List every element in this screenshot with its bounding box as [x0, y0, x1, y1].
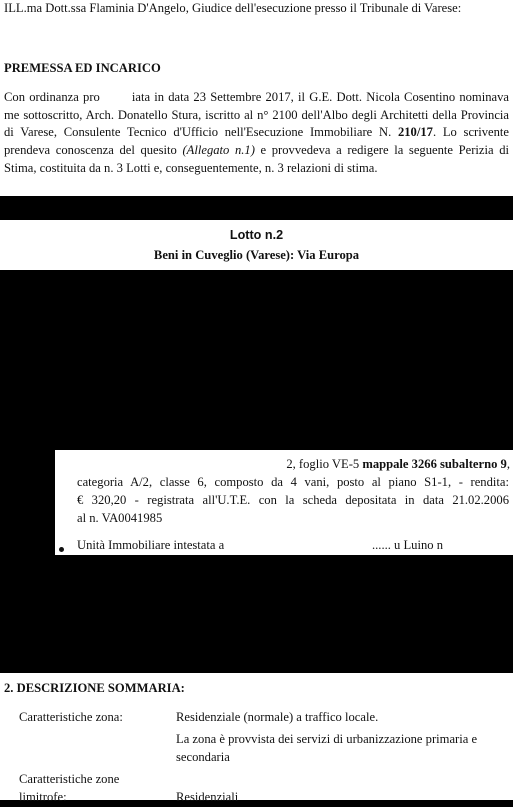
premessa-heading: PREMESSA ED INCARICO [4, 61, 161, 75]
paragraph-end: e provvedeva a redigere la seguente Perizia di Stima, costituita da n. 3 Lotti e, conseguentemente, n. 3 relazioni di stima. [4, 143, 510, 175]
neighboring-zones-label: Caratteristiche zone limitrofe: [19, 772, 120, 804]
catasto-line-3: € 320,20 - registrata all'U.T.E. con la scheda depositata in data 21.02.2006 [77, 493, 509, 507]
bullet-icon [59, 547, 64, 552]
neighboring-zones-value: Residenziali [176, 790, 239, 804]
paragraph-mid: . Lo scrivente prendeva conoscenza del quesito [4, 125, 509, 158]
zone-characteristics-label: Caratteristiche zona: [19, 710, 123, 724]
premessa-paragraph [4, 89, 509, 178]
descrizione-heading: 2. DESCRIZIONE SOMMARIA: [4, 681, 185, 695]
addressee-line: ILL.ma Dott.ssa Flaminia D'Angelo, Giudice dell'esecuzione presso il Tribunale di Varese: [4, 1, 462, 15]
catasto-line-4: al n. VA0041985 [77, 511, 163, 525]
paragraph-start: Con ordinanza pro [4, 90, 100, 104]
urbanization-services-value: La zona è provvista dei servizi di urbanizzazione primaria e secondaria [176, 732, 478, 764]
catasto-line-2: categoria A/2, classe 6, composto da 4 vani, posto al piano S1-1, - rendita: [77, 475, 509, 489]
procedure-number: 210/17 [397, 125, 433, 140]
zone-characteristics-value: Residenziale (normale) a traffico locale. [176, 710, 379, 724]
catasto-line-1 [220, 456, 510, 474]
bullet-fragment: ...... u Luino n [372, 538, 444, 549]
allegato-reference: (Allegato n.1) [182, 143, 255, 158]
lotto-title: Lotto n.2 [229, 228, 284, 242]
lotto-subtitle: Beni in Cuveglio (Varese): Via Europa [153, 248, 360, 262]
catasto-line-1-end: , [506, 457, 510, 471]
mappale-subalterno: mappale 3266 subalterno 9 [362, 457, 507, 471]
paragraph-after-gap: iata in data 23 Settembre 2017, il G.E. Dott. Nicola Cosentino nominava me sottoscritto, Arch. Donatello Stura, iscritto al n° 2100 dell'Albo degli Architetti della Provincia di Varese, Consulente Tecnico d'Ufficio nell'Esecuzione Immobiliare N. [4, 90, 510, 140]
bullet-text: Unità Immobiliare intestata a [77, 538, 225, 551]
catasto-line-1-start: 2, foglio VE-5 [286, 457, 363, 471]
